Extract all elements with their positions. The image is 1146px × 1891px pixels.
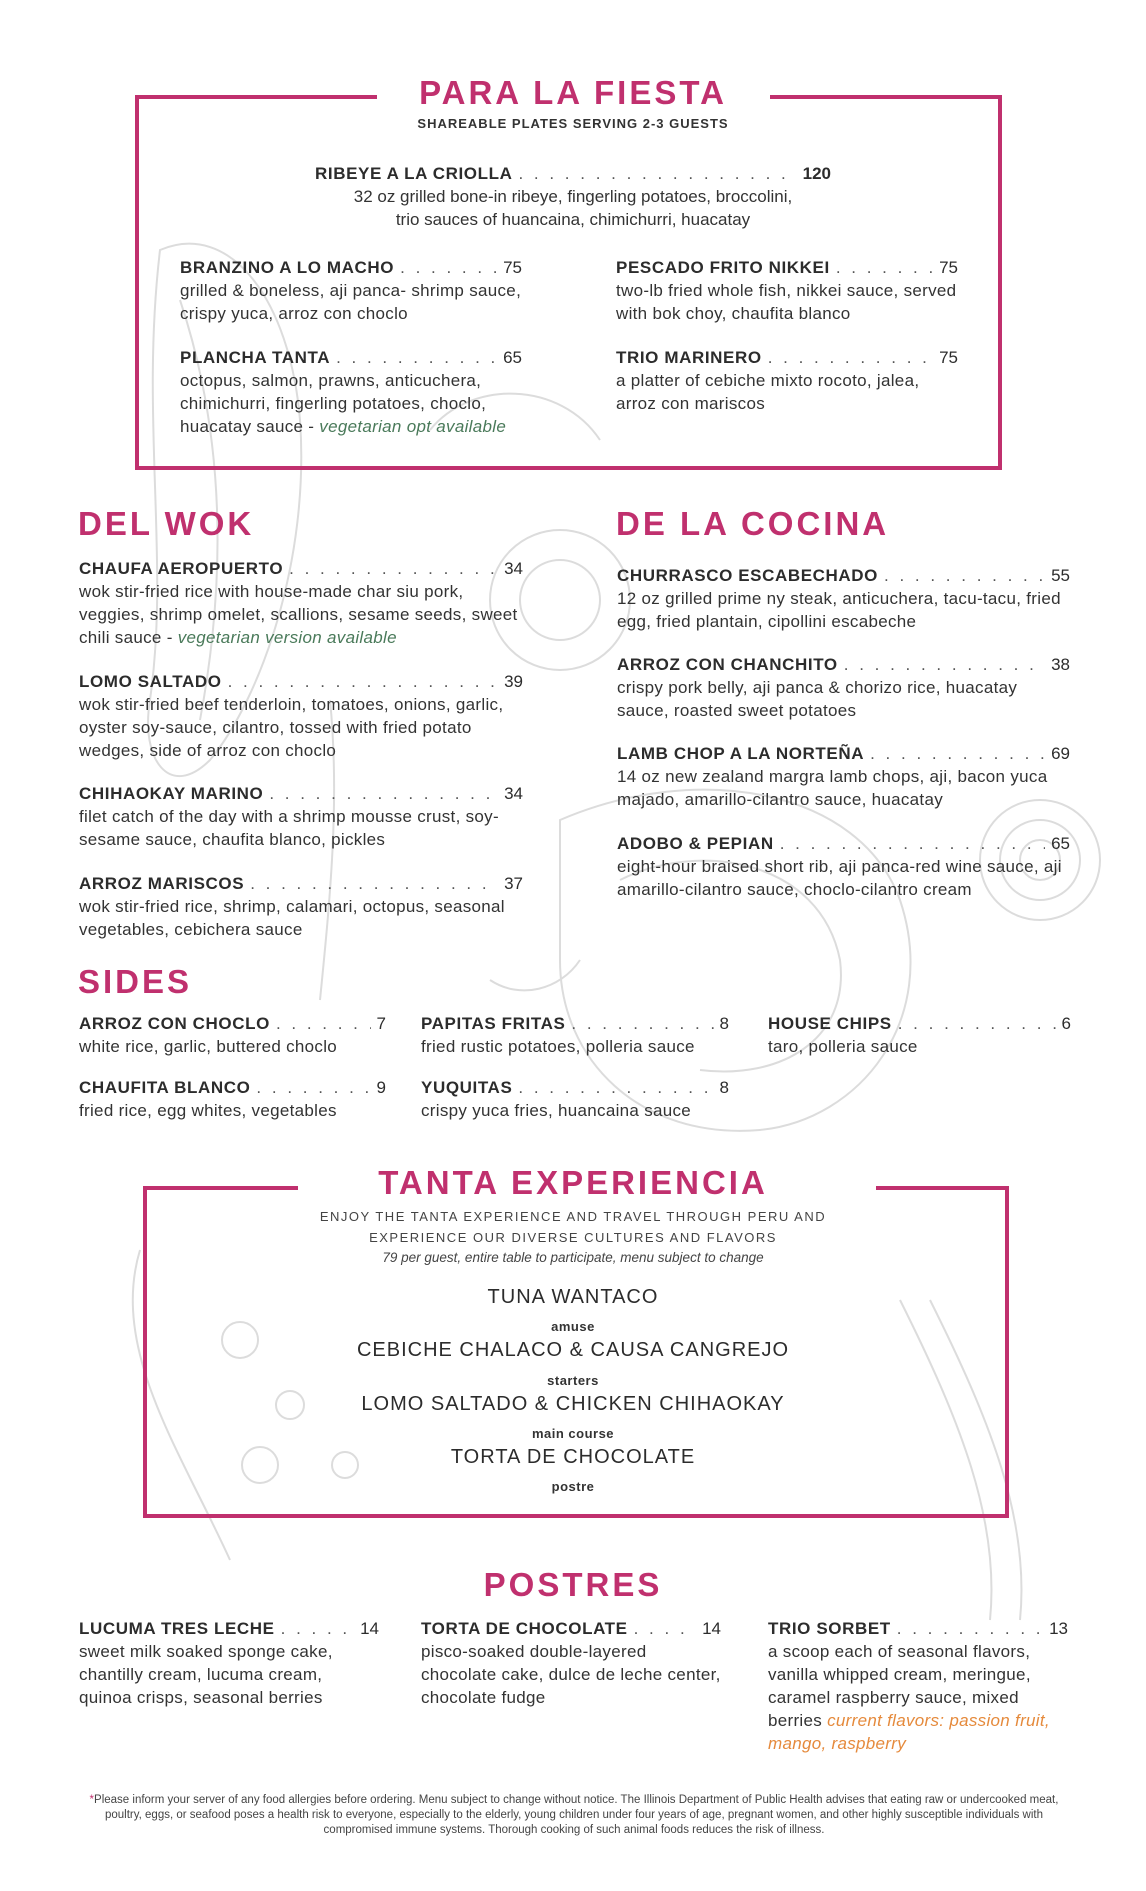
allergy-disclaimer: *Please inform your server of any food allergies before ordering. Menu subject to change without notice. The Illinois Department of Public Health advises that eating raw or undercooked meat, poultry, eggs, or seafood poses a health risk to everyone, especially to the elderly, young children under four years of age, pregnant women, and other highly susceptible individuals with compromised immune systems. Thorough cooking of such animal foods reduces the risk of illness. xyxy=(89,1794,1059,1836)
experiencia-course: starters xyxy=(547,1373,599,1388)
experiencia-intro-1: ENJOY THE TANTA EXPERIENCE AND TRAVEL THROUGH PERU AND xyxy=(319,1209,827,1224)
postre-item: LUCUMA TRES LECHE . . . 14 sweet milk soaked sponge cake, chantilly cream, lucuma cream, quinoa crisps, seasonal berries xyxy=(79,1617,379,1709)
wok-item: CHAUFA AEROPUERTO . . . 34 wok stir-fried rice with house-made char siu pork, veggies, shrimp omelet, scallions, sesame seeds, sweet chili sauce - vegetarian version available xyxy=(79,557,523,649)
fiesta-box-bottom xyxy=(135,466,1002,470)
item-name: RIBEYE A LA CRIOLLA xyxy=(315,164,513,183)
experiencia-course: main course xyxy=(531,1426,615,1441)
fiesta-item: BRANZINO A LO MACHO . . . 75 grilled & boneless, aji panca- shrimp sauce, crispy yuca, arroz con choclo xyxy=(180,256,522,325)
fiesta-box-right xyxy=(998,95,1002,470)
side-item: CHAUFITA BLANCO . . . 9 fried rice, egg whites, vegetables xyxy=(79,1076,386,1122)
side-item: ARROZ CON CHOCLO . . . 7 white rice, garlic, buttered choclo xyxy=(79,1012,386,1058)
experiencia-course: postre xyxy=(551,1479,595,1494)
fiesta-item: TRIO MARINERO . . . 75 a platter of cebiche mixto rocoto, jalea, arroz con mariscos xyxy=(616,346,958,415)
ribeye-desc: 32 oz grilled bone-in ribeye, fingerling potatoes, broccolini, trio sauces of huancaina, chimichurri, huacatay xyxy=(353,187,793,229)
postre-item: TORTA DE CHOCOLATE . . . 14 pisco-soaked double-layered chocolate cake, dulce de leche center, chocolate fudge xyxy=(421,1617,721,1709)
item-price: 120 xyxy=(802,164,831,183)
cocina-item: ARROZ CON CHANCHITO . . . 38 crispy pork belly, aji panca & chorizo rice, huacatay sauce, roasted sweet potatoes xyxy=(617,653,1070,722)
sides-title: SIDES xyxy=(78,963,193,1000)
side-item: HOUSE CHIPS . . . 6 taro, polleria sauce xyxy=(768,1012,1071,1058)
side-item: PAPITAS FRITAS . . . 8 fried rustic potatoes, polleria sauce xyxy=(421,1012,729,1058)
wok-item: LOMO SALTADO . . . 39 wok stir-fried beef tenderloin, tomatoes, onions, garlic, oyster soy-sauce, cilantro, tossed with fried potato wedges, side of arroz con choclo xyxy=(79,670,523,762)
experiencia-intro-2: EXPERIENCE OUR DIVERSE CULTURES AND FLAVORS xyxy=(369,1230,777,1245)
experiencia-dish: LOMO SALTADO & CHICKEN CHIHAOKAY xyxy=(361,1393,785,1415)
wok-item: ARROZ MARISCOS . . . 37 wok stir-fried rice, shrimp, calamari, octopus, seasonal vegetables, cebichera sauce xyxy=(79,872,523,941)
cocina-item: CHURRASCO ESCABECHADO . . . 55 12 oz grilled prime ny steak, anticuchera, tacu-tacu, fried egg, fried plantain, cipollini escabeche xyxy=(617,564,1070,633)
postre-item: TRIO SORBET . . . 13 a scoop each of seasonal flavors, vanilla whipped cream, meringue, caramel raspberry sauce, mixed berries current flavors: passion fruit, mango, raspberry xyxy=(768,1617,1068,1755)
experiencia-dish: CEBICHE CHALACO & CAUSA CANGREJO xyxy=(356,1339,790,1361)
wok-title: DEL WOK xyxy=(78,505,255,542)
wok-item: CHIHAOKAY MARINO . . . 34 filet catch of the day with a shrimp mousse crust, soy-sesame sauce, chaufita blanco, pickles xyxy=(79,782,523,851)
experiencia-price-note: 79 per guest, entire table to participate, menu subject to change xyxy=(382,1250,764,1265)
cocina-item: ADOBO & PEPIAN . . . 65 eight-hour braised short rib, aji panca-red wine sauce, aji amarillo-cilantro sauce, choclo-cilantro cream xyxy=(617,832,1070,901)
experiencia-course: amuse xyxy=(551,1319,595,1334)
postres-title: POSTRES xyxy=(483,1566,663,1603)
sorbet-flavors-note: current flavors: passion fruit, mango, raspberry xyxy=(768,1711,1050,1753)
experiencia-title: TANTA EXPERIENCIA xyxy=(378,1164,768,1201)
fiesta-item: PLANCHA TANTA . . . 65 octopus, salmon, prawns, anticuchera, chimichurri, fingerling potatoes, choclo, huacatay sauce - vegetarian opt available xyxy=(180,346,522,438)
fiesta-box-left xyxy=(135,95,139,470)
experiencia-dish: TUNA WANTACO xyxy=(487,1286,659,1308)
ribeye-item xyxy=(315,162,831,185)
experiencia-dish: TORTA DE CHOCOLATE xyxy=(450,1446,696,1468)
vegetarian-note: vegetarian version available xyxy=(177,628,397,647)
fiesta-subtitle: SHAREABLE PLATES SERVING 2-3 GUESTS xyxy=(417,116,729,131)
cocina-title: DE LA COCINA xyxy=(616,505,890,542)
cocina-item: LAMB CHOP A LA NORTEÑA . . . 69 14 oz new zealand margra lamb chops, aji, bacon yuca majado, amarillo-cilantro sauce, huacatay xyxy=(617,742,1070,811)
vegetarian-note: vegetarian opt available xyxy=(319,417,507,436)
fiesta-title: PARA LA FIESTA xyxy=(419,74,727,111)
exp-box-bottom xyxy=(143,1514,1009,1518)
side-item: YUQUITAS . . . 8 crispy yuca fries, huancaina sauce xyxy=(421,1076,729,1122)
fiesta-item: PESCADO FRITO NIKKEI . . . 75 two-lb fried whole fish, nikkei sauce, served with bok choy, chaufita blanco xyxy=(616,256,958,325)
